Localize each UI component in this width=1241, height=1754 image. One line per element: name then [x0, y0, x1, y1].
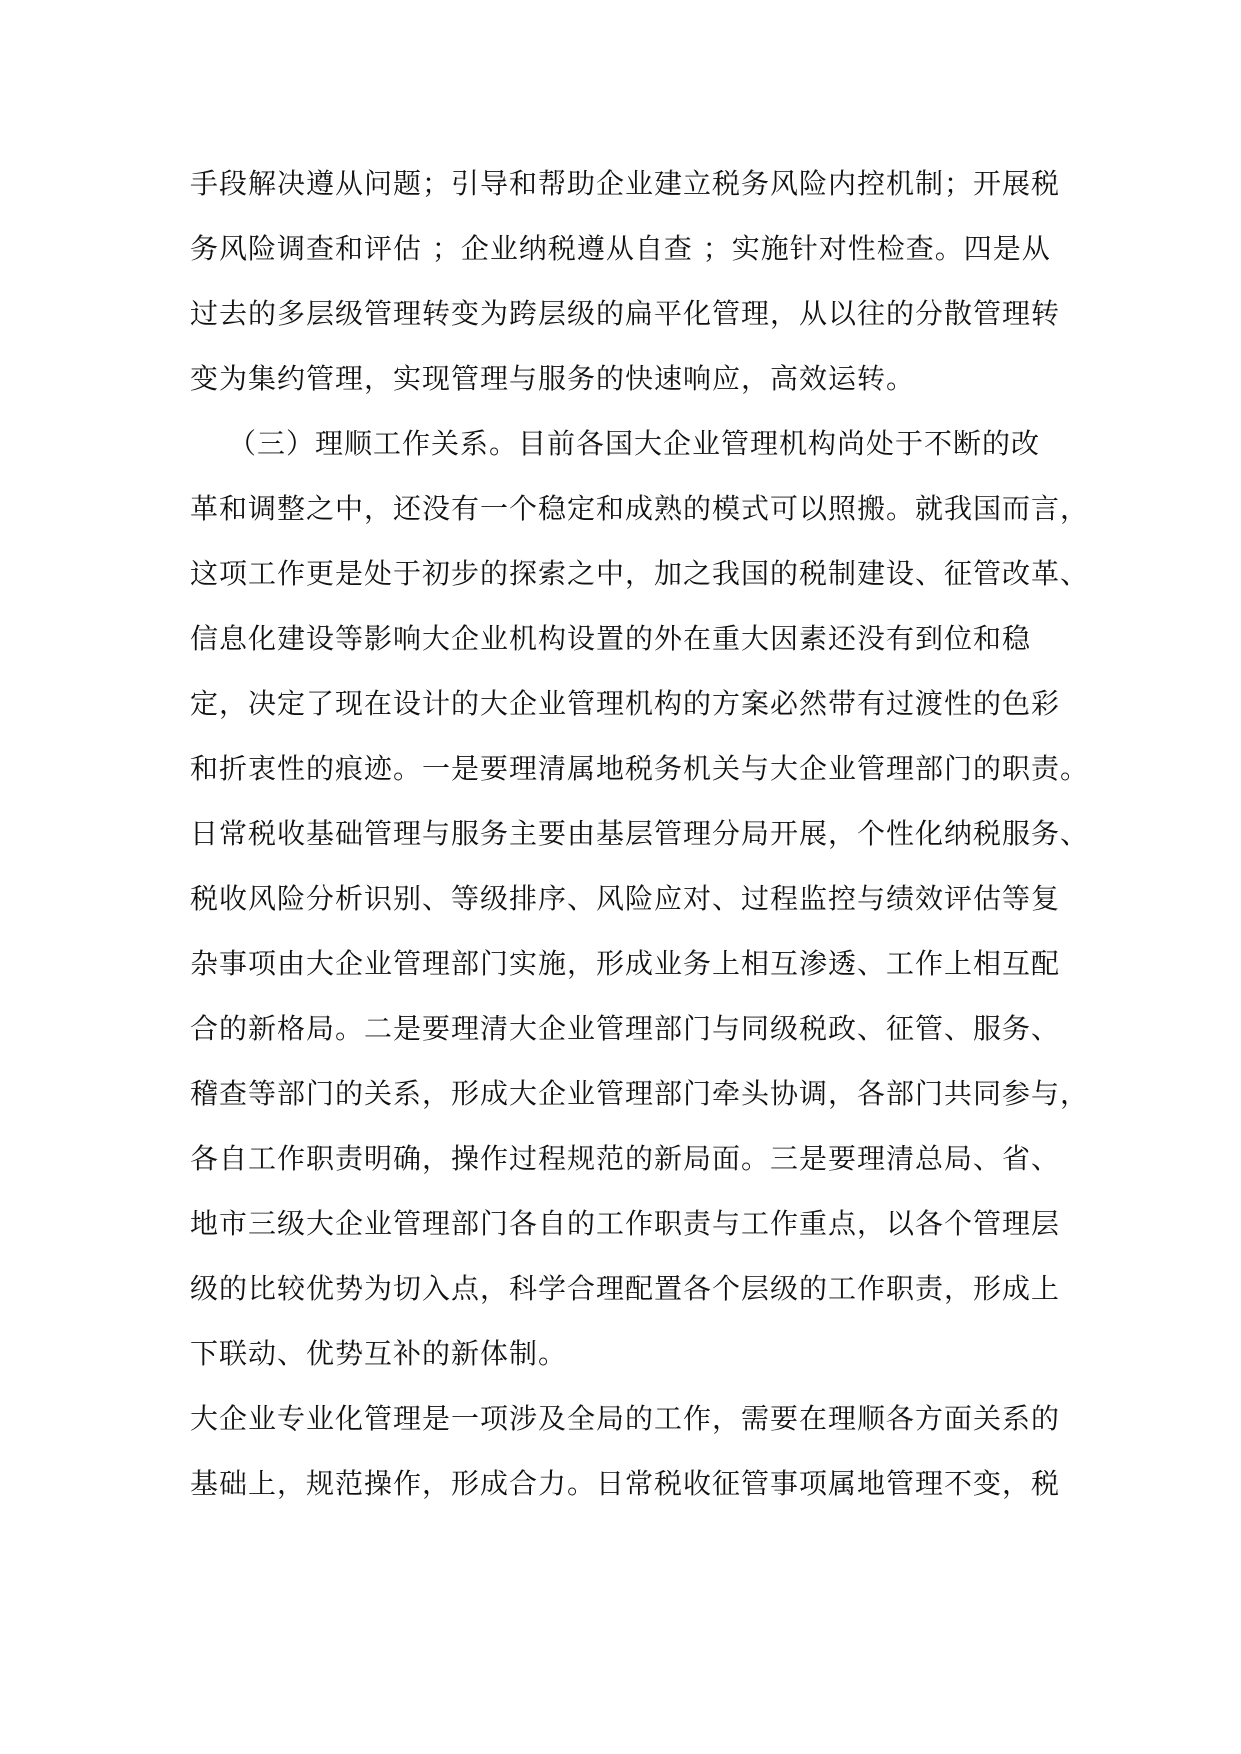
text-line: 稽查等部门的关系，形成大企业管理部门牵头协调，各部门共同参与， [190, 1077, 1090, 1110]
text-line: 手段解决遵从问题；引导和帮助企业建立税务风险内控机制；开展税 [190, 167, 1061, 200]
text-line: 革和调整之中，还没有一个稳定和成熟的模式可以照搬。就我国而言， [190, 492, 1090, 525]
text-line: 地市三级大企业管理部门各自的工作职责与工作重点，以各个管理层 [190, 1207, 1061, 1240]
text-line: 合的新格局。二是要理清大企业管理部门与同级税政、征管、服务、 [190, 1012, 1061, 1045]
text-line: 变为集约管理，实现管理与服务的快速响应，高效运转。 [190, 362, 916, 395]
text-line: 定，决定了现在设计的大企业管理机构的方案必然带有过渡性的色彩 [190, 687, 1061, 720]
text-line: 税收风险分析识别、等级排序、风险应对、过程监控与绩效评估等复 [190, 882, 1061, 915]
text-line: 过去的多层级管理转变为跨层级的扁平化管理，从以往的分散管理转 [190, 297, 1061, 330]
section-heading-line: （三）理顺工作关系。目前各国大企业管理机构尚处于不断的改 [228, 427, 1041, 460]
text-line: 杂事项由大企业管理部门实施，形成业务上相互渗透、工作上相互配 [190, 947, 1061, 980]
text-line: 基础上，规范操作，形成合力。日常税收征管事项属地管理不变，税 [190, 1467, 1061, 1500]
text-line: 日常税收基础管理与服务主要由基层管理分局开展，个性化纳税服务、 [190, 817, 1090, 850]
text-line: 这项工作更是处于初步的探索之中，加之我国的税制建设、征管改革、 [190, 557, 1090, 590]
text-line: 各自工作职责明确，操作过程规范的新局面。三是要理清总局、省、 [190, 1142, 1061, 1175]
text-line: 下联动、优势互补的新体制。 [190, 1337, 568, 1370]
text-line: 务风险调查和评估 ；企业纳税遵从自查 ；实施针对性检查。四是从 [190, 232, 1051, 265]
text-line: 信息化建设等影响大企业机构设置的外在重大因素还没有到位和稳 [190, 622, 1032, 655]
text-line: 级的比较优势为切入点，科学合理配置各个层级的工作职责，形成上 [190, 1272, 1061, 1305]
text-line: 大企业专业化管理是一项涉及全局的工作，需要在理顺各方面关系的 [190, 1402, 1061, 1435]
text-line: 和折衷性的痕迹。一是要理清属地税务机关与大企业管理部门的职责。 [190, 752, 1090, 785]
